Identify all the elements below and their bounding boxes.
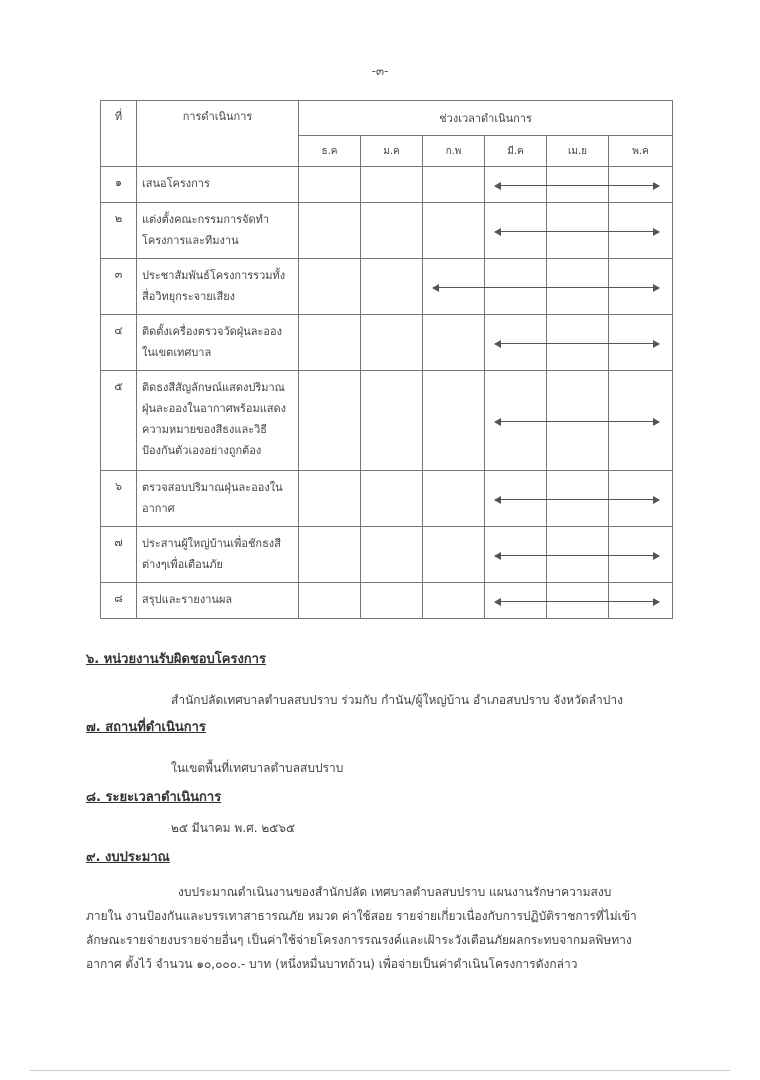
- header-period: ช่วงเวลาดำเนินการ: [299, 101, 673, 136]
- activity-line: สื่อวิทยุกระจายเสียง: [142, 290, 236, 303]
- timeline-cell: [609, 371, 673, 471]
- timeline-cell: [361, 203, 423, 259]
- timeline-cell: [361, 527, 423, 583]
- section-7: [86, 716, 686, 778]
- section-body: สำนักปลัดเทศบาลตำบลสบปราบ ร่วมกับ กำนัน/ผู้ใหญ่บ้าน อำเภอสบปราบ จังหวัดลำปาง: [171, 693, 623, 707]
- page-bottom-rule: [30, 1070, 730, 1071]
- activity-cell: [137, 167, 299, 203]
- table-row: [101, 167, 673, 203]
- timeline-cell: [299, 583, 361, 619]
- timeline-cell: [299, 203, 361, 259]
- row-number: ๒: [101, 203, 137, 259]
- activity-line: ประสานผู้ใหญ่บ้านเพื่อชักธงสี: [142, 537, 281, 550]
- row-number: ๗: [101, 527, 137, 583]
- month-header: ม.ค: [361, 136, 423, 167]
- timeline-cell: [609, 167, 673, 203]
- activity-line: ตรวจสอบปริมาณฝุ่นละอองใน: [142, 481, 283, 494]
- section-heading: ๙. งบประมาณ: [86, 850, 170, 865]
- table-row: [101, 527, 673, 583]
- timeline-cell: [361, 371, 423, 471]
- section-8: [86, 786, 686, 838]
- activity-line: ประชาสัมพันธ์โครงการรวมทั้ง: [142, 269, 286, 282]
- timeline-cell: [299, 259, 361, 315]
- timeline-cell: [299, 527, 361, 583]
- budget-line: ภายใน งานป้องกันและบรรเทาสาธารณภัย หมวด ค่าใช้สอย รายจ่ายเกี่ยวเนื่องกับการปฏิบัติราชการที่ไม่เข้า: [86, 909, 637, 923]
- budget-paragraph: [86, 880, 676, 976]
- timeline-cell: [609, 259, 673, 315]
- budget-line: อากาศ ตั้งไว้ จำนวน ๑๐,๐๐๐.- บาท (หนึ่งหมื่นบาทถ้วน) เพื่อจ่ายเป็นค่าดำเนินโครงการดังกล่าว: [86, 957, 578, 971]
- timeline-cell: [485, 583, 547, 619]
- activity-line: ติดตั้งเครื่องตรวจวัดฝุ่นละออง: [142, 325, 282, 338]
- month-header: ธ.ค: [299, 136, 361, 167]
- timeline-cell: [423, 259, 485, 315]
- section-body: ในเขตพื้นที่เทศบาลตำบลสบปราบ: [171, 761, 344, 775]
- month-header: ก.พ: [423, 136, 485, 167]
- month-header: มี.ค: [485, 136, 547, 167]
- row-number: ๘: [101, 583, 137, 619]
- budget-line: งบประมาณดำเนินงานของสำนักปลัด เทศบาลตำบลสบปราบ แผนงานรักษาความสงบ: [178, 885, 612, 899]
- activity-line: อากาศ: [142, 502, 175, 515]
- timeline-cell: [485, 315, 547, 371]
- activity-line: แต่งตั้งคณะกรรมการจัดทำ: [142, 213, 270, 226]
- timeline-cell: [423, 315, 485, 371]
- table-row: [101, 371, 673, 471]
- header-activity: การดำเนินการ: [137, 101, 299, 167]
- section-heading: ๘. ระยะเวลาดำเนินการ: [86, 790, 222, 805]
- table-row: [101, 583, 673, 619]
- timeline-cell: [299, 167, 361, 203]
- timeline-cell: [361, 315, 423, 371]
- row-number: ๔: [101, 315, 137, 371]
- month-header: พ.ค: [609, 136, 673, 167]
- timeline-cell: [485, 203, 547, 259]
- timeline-cell: [423, 167, 485, 203]
- timeline-cell: [547, 259, 609, 315]
- activity-line: ต่างๆเพื่อเตือนภัย: [142, 558, 223, 571]
- timeline-cell: [547, 371, 609, 471]
- timeline-cell: [609, 527, 673, 583]
- section-6: [86, 648, 686, 710]
- timeline-cell: [299, 471, 361, 527]
- timeline-cell: [485, 527, 547, 583]
- schedule-body: [101, 167, 673, 619]
- activity-line: สรุปและรายงานผล: [142, 593, 233, 606]
- timeline-cell: [547, 527, 609, 583]
- activity-cell: [137, 583, 299, 619]
- timeline-cell: [485, 371, 547, 471]
- timeline-cell: [609, 583, 673, 619]
- timeline-cell: [423, 203, 485, 259]
- page-number: -๓-: [371, 64, 389, 78]
- timeline-cell: [423, 371, 485, 471]
- activity-line: ความหมายของสีธงและวิธี: [142, 423, 268, 436]
- section-heading: ๗. สถานที่ดำเนินการ: [86, 720, 206, 735]
- section-9: [86, 846, 686, 867]
- activity-line: ในเขตเทศบาล: [142, 346, 212, 359]
- timeline-cell: [547, 203, 609, 259]
- section-heading: ๖. หน่วยงานรับผิดชอบโครงการ: [86, 652, 266, 667]
- activity-cell: [137, 371, 299, 471]
- activity-cell: [137, 259, 299, 315]
- row-number: ๖: [101, 471, 137, 527]
- timeline-cell: [299, 315, 361, 371]
- timeline-cell: [423, 583, 485, 619]
- timeline-cell: [485, 471, 547, 527]
- row-number: ๓: [101, 259, 137, 315]
- schedule-table: [100, 100, 673, 619]
- table-row: [101, 203, 673, 259]
- table-row: [101, 471, 673, 527]
- activity-cell: [137, 315, 299, 371]
- table-row: [101, 259, 673, 315]
- activity-cell: [137, 527, 299, 583]
- timeline-cell: [609, 471, 673, 527]
- activity-cell: [137, 203, 299, 259]
- month-header: เม.ย: [547, 136, 609, 167]
- timeline-cell: [609, 315, 673, 371]
- timeline-cell: [547, 315, 609, 371]
- timeline-cell: [547, 471, 609, 527]
- row-number: ๕: [101, 371, 137, 471]
- activity-cell: [137, 471, 299, 527]
- activity-line: เสนอโครงการ: [142, 177, 210, 190]
- timeline-cell: [609, 203, 673, 259]
- header-no: ที่: [101, 101, 137, 167]
- timeline-cell: [361, 167, 423, 203]
- timeline-cell: [361, 259, 423, 315]
- timeline-cell: [299, 371, 361, 471]
- timeline-cell: [485, 259, 547, 315]
- table-row: [101, 315, 673, 371]
- activity-line: ติดธงสีสัญลักษณ์แสดงปริมาณ: [142, 381, 285, 394]
- timeline-cell: [547, 167, 609, 203]
- timeline-cell: [361, 583, 423, 619]
- timeline-cell: [423, 471, 485, 527]
- timeline-cell: [547, 583, 609, 619]
- timeline-cell: [423, 527, 485, 583]
- timeline-cell: [361, 471, 423, 527]
- timeline-cell: [485, 167, 547, 203]
- section-body: ๒๕ มีนาคม พ.ศ. ๒๕๖๕: [171, 821, 296, 835]
- activity-line: ป้องกันตัวเองอย่างถูกต้อง: [142, 444, 262, 457]
- row-number: ๑: [101, 167, 137, 203]
- activity-line: ฝุ่นละอองในอากาศพร้อมแสดง: [142, 402, 287, 415]
- budget-line: ลักษณะรายจ่ายงบรายจ่ายอื่นๆ เป็นค่าใช้จ่ายโครงการรณรงค์และเฝ้าระวังเตือนภัยผลกระทบจากมลพิษทาง: [86, 933, 632, 947]
- activity-line: โครงการและทีมงาน: [142, 234, 239, 247]
